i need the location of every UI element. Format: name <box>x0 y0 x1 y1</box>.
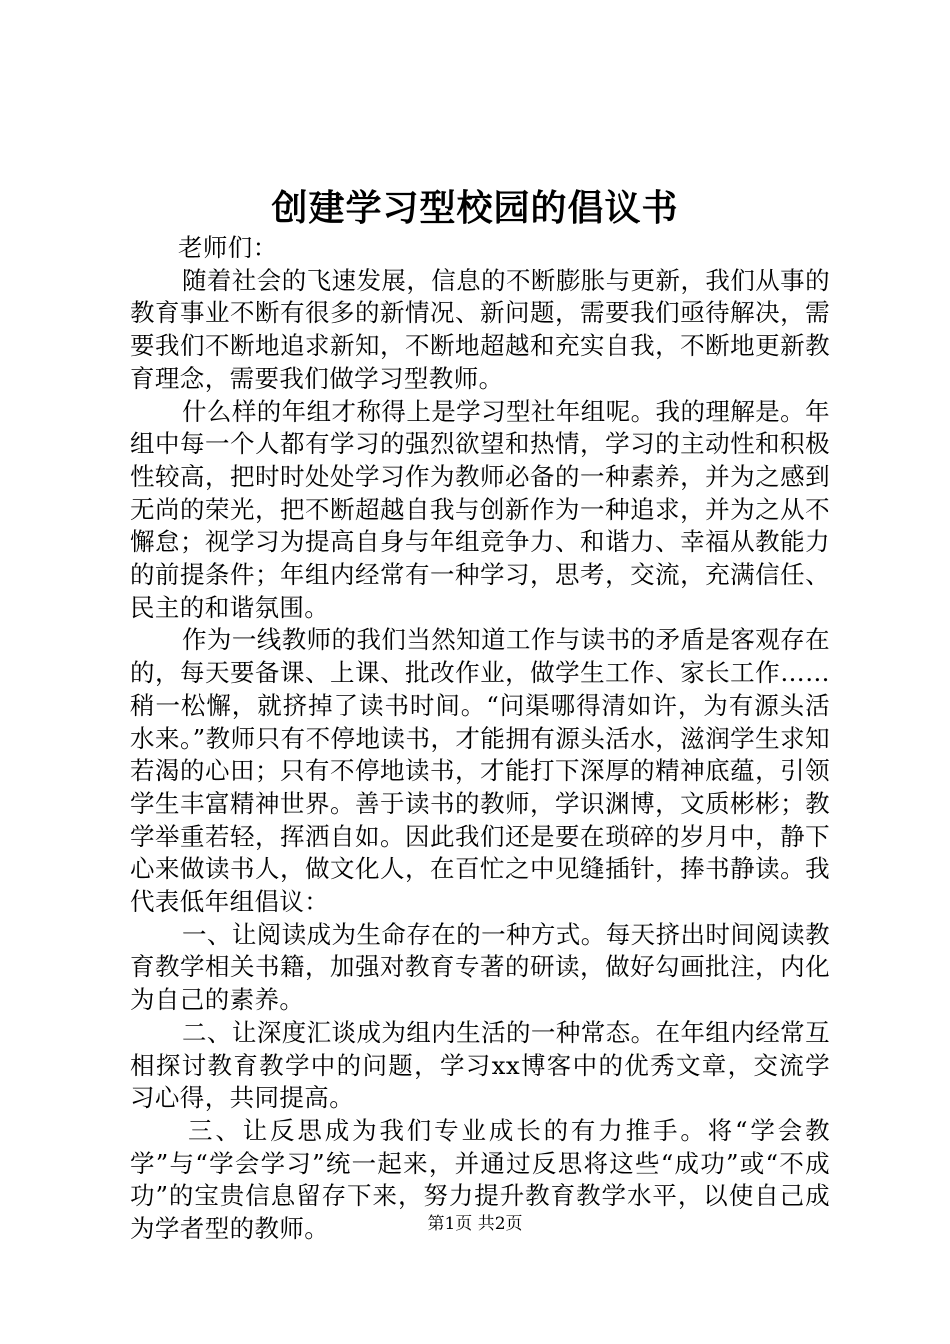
paragraph-intro: 随着社会的飞速发展，信息的不断膨胀与更新，我们从事的教育事业不断有很多的新情况、新问题，需要我们亟待解决，需要我们不断地追求新知，不断地超越和充实自我，不断地更新教育理念，需要我们做学习型教师。 <box>130 265 830 393</box>
paragraph-reading: 作为一线教师的我们当然知道工作与读书的矛盾是客观存在的，每天要备课、上课、批改作业，做学生工作、家长工作……稍一松懈，就挤掉了读书时间。“问渠哪得清如许，为有源头活水来。”教师只有不停地读书，才能拥有源头活水，滋润学生求知若渴的心田；只有不停地读书，才能打下深厚的精神底蕴，引领学生丰富精神世界。善于读书的教师，学识渊博，文质彬彬；教学举重若轻，挥洒自如。因此我们还是要在琐碎的岁月中，静下心来做读书人，做文化人，在百忙之中见缝插针，捧书静读。我代表低年组倡议： <box>130 625 830 917</box>
document-title: 创建学习型校园的倡议书 <box>271 187 679 229</box>
proposal-item-1: 一、让阅读成为生命存在的一种方式。每天挤出时间阅读教育教学相关书籍，加强对教育专著的研读，做好勾画批注，内化为自己的素养。 <box>130 919 830 1015</box>
paragraph-definition: 什么样的年组才称得上是学习型社年组呢。我的理解是。年组中每一个人都有学习的强烈欲望和热情，学习的主动性和积极性较高，把时时处处学习作为教师必备的一种素养，并为之感到无尚的荣光，把不断超越自我与创新作为一种追求，并为之从不懈怠；视学习为提高自身与年组竞争力、和谐力、幸福从教能力的前提条件；年组内经常有一种学习，思考，交流，充满信任、民主的和谐氛围。 <box>130 396 830 622</box>
proposal-item-2: 二、让深度汇谈成为组内生活的一种常态。在年组内经常互相探讨教育教学中的问题，学习xx博客中的优秀文章，交流学习心得，共同提高。 <box>130 1017 830 1113</box>
proposal-item-3: 三、让反思成为我们专业成长的有力推手。将“学会教学”与“学会学习”统一起来，并通过反思将这些“成功”或“不成功”的宝贵信息留存下来，努力提升教育教学水平，以使自己成为学者型的教师。 <box>130 1115 830 1244</box>
greeting: 老师们： <box>178 233 278 262</box>
page-indicator: 第1页 共2页 <box>427 1214 523 1234</box>
document-body <box>130 232 830 1246</box>
